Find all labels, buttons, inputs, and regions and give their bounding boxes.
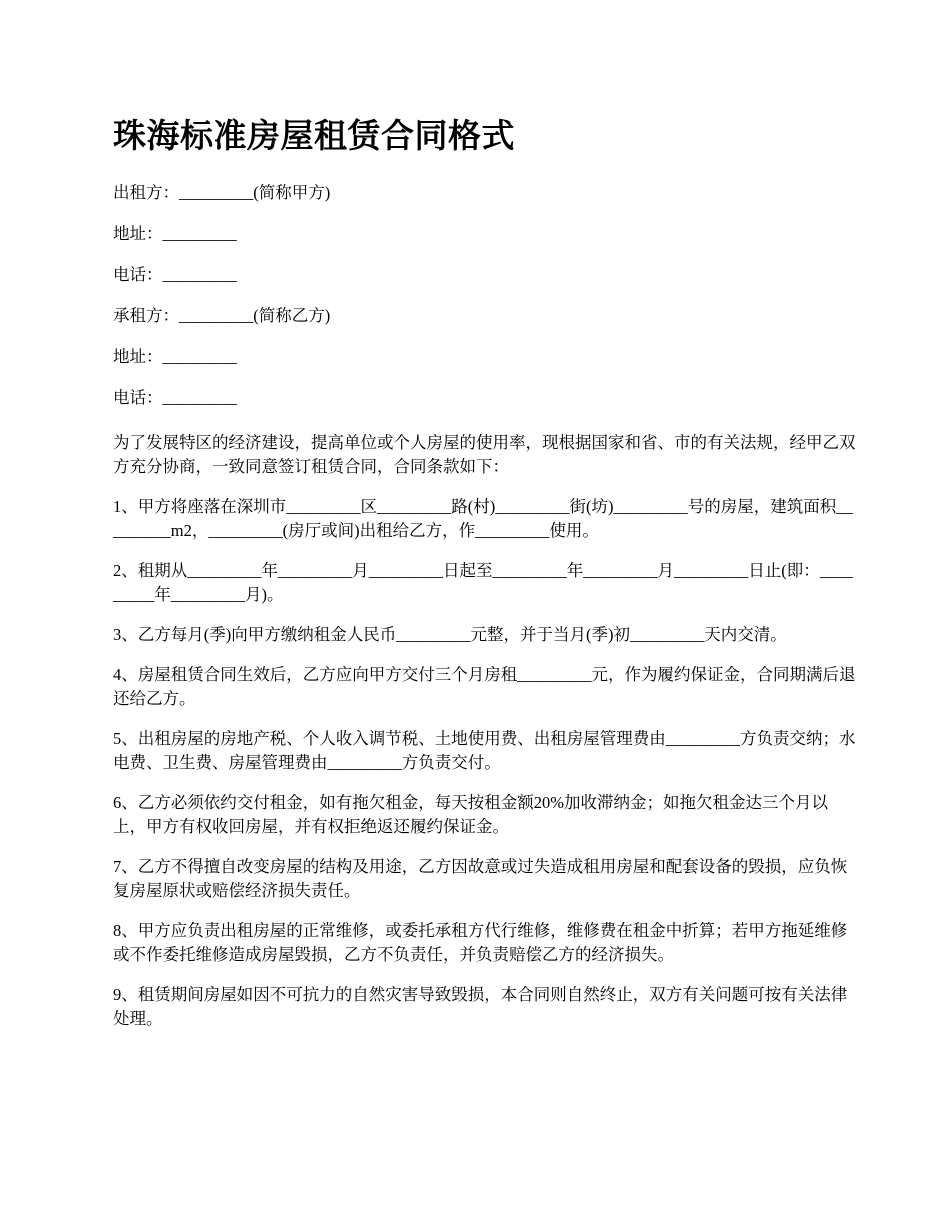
lessee-address-line: 地址：_________ <box>113 347 237 366</box>
lessor-phone-line: 电话：_________ <box>113 265 237 284</box>
clause-8: 8、甲方应负责出租房屋的正常维修，或委托承租方代行维修，维修费在租金中折算；若甲方拖延维修或不作委托维修造成房屋毁损，乙方不负责任，并负责赔偿乙方的经济损失。 <box>113 921 848 964</box>
clause-3: 3、乙方每月(季)向甲方缴纳租金人民币_________元整，并于当月(季)初_________天内交清。 <box>113 625 787 644</box>
party-info <box>113 180 858 411</box>
preamble-paragraph: 为了发展特区的经济建设，提高单位或个人房屋的使用率，现根据国家和省、市的有关法规，经甲乙双方充分协商，一致同意签订租赁合同，合同条款如下： <box>113 433 856 476</box>
clause-5: 5、出租房屋的房地产税、个人收入调节税、土地使用费、出租房屋管理费由_________方负责交纳；水电费、卫生费、房屋管理费由_________方负责交付。 <box>113 729 856 772</box>
clause-2: 2、租期从_________年_________月_________日起至_________年_________月_________日止(即：_________年_________月)。 <box>113 561 853 604</box>
clause-4: 4、房屋租赁合同生效后，乙方应向甲方交付三个月房租_________元，作为履约保证金，合同期满后退还给乙方。 <box>113 665 856 708</box>
clause-9: 9、租赁期间房屋如因不可抗力的自然灾害导致毁损，本合同则自然终止，双方有关问题可按有关法律处理。 <box>113 985 848 1028</box>
contract-body <box>113 431 858 1031</box>
lessor-address-line: 地址：_________ <box>113 224 237 243</box>
clause-6: 6、乙方必须依约交付租金，如有拖欠租金，每天按租金额20%加收滞纳金；如拖欠租金达三个月以上，甲方有权收回房屋，并有权拒绝返还履约保证金。 <box>113 793 828 836</box>
lessor-line: 出租方：_________(简称甲方) <box>113 183 331 202</box>
lessee-phone-line: 电话：_________ <box>113 388 237 407</box>
clause-1: 1、甲方将座落在深圳市_________区_________路(村)_________街(坊)_________号的房屋，建筑面积_________m2，_________(房厅或间)出租给乙方，作_________使用。 <box>113 497 853 540</box>
document-page <box>113 110 858 1047</box>
document-title: 珠海标准房屋租赁合同格式 <box>113 116 515 155</box>
clause-7: 7、乙方不得擅自改变房屋的结构及用途，乙方因故意或过失造成租用房屋和配套设备的毁损，应负恢复房屋原状或赔偿经济损失责任。 <box>113 857 848 900</box>
lessee-line: 承租方：_________(简称乙方) <box>113 306 331 325</box>
